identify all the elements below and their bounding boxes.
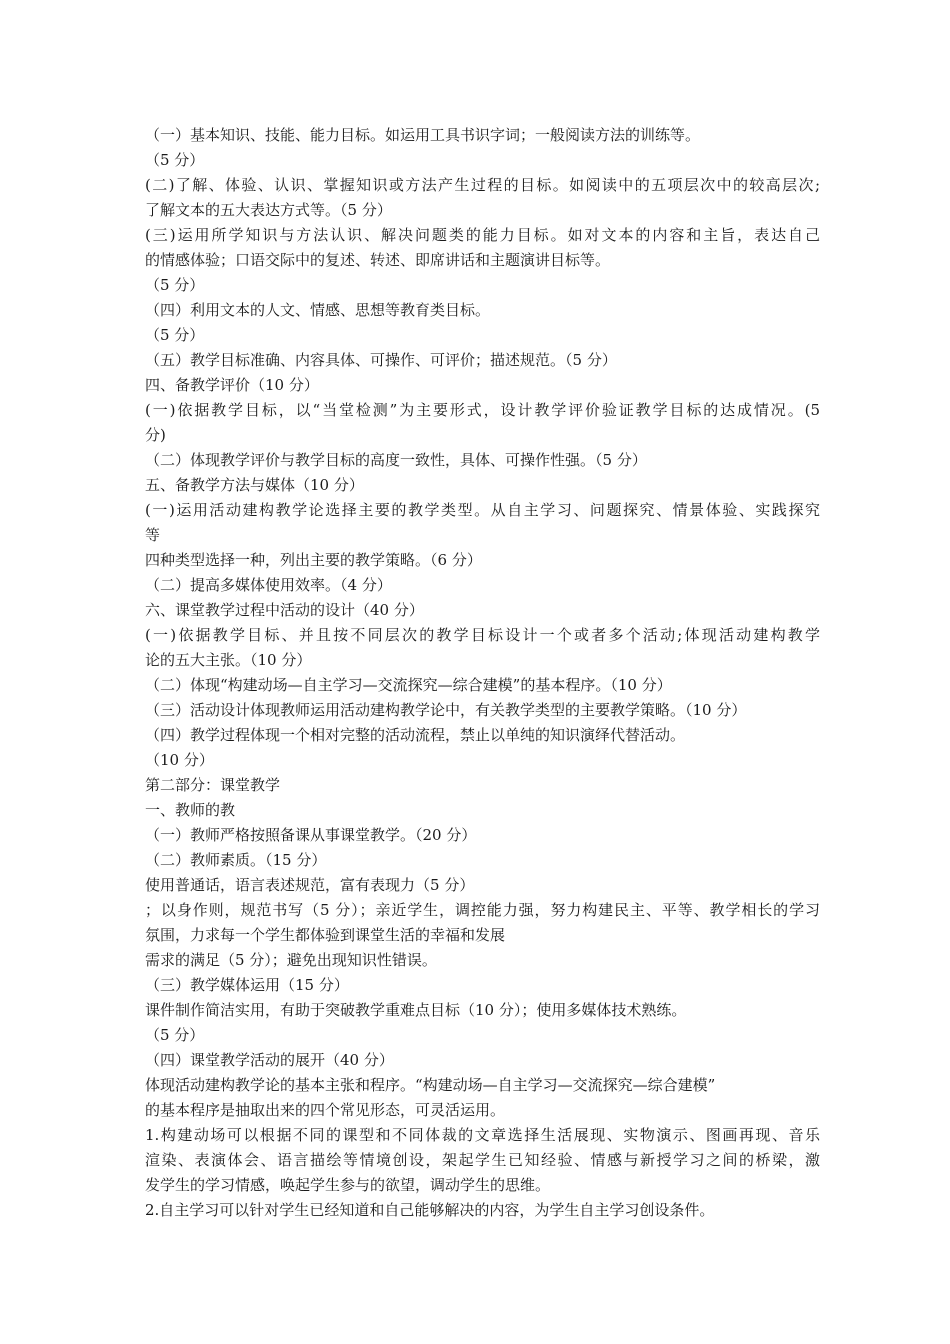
text-line: 四种类型选择一种，列出主要的教学策略。（6 分） [145, 551, 482, 569]
text-line: （四）教学过程体现一个相对完整的活动流程，禁止以单纯的知识演绎代替活动。 [145, 726, 686, 744]
text-line: 分) [145, 426, 166, 444]
text-line: (三)运用所学知识与方法认识、解决问题类的能力目标。如对文本的内容和主旨，表达自己 [145, 226, 820, 244]
text-line: （二）体现“构建动场—自主学习—交流探究—综合建模”的基本程序。（10 分） [145, 676, 672, 694]
text-line: （10 分） [145, 751, 214, 769]
text-line: （三）教学媒体运用（15 分） [145, 976, 349, 994]
text-line: 渲染、表演体会、语言描绘等情境创设，架起学生已知经验、情感与新授学习之间的桥梁，激 [145, 1151, 820, 1169]
text-line: 使用普通话，语言表述规范，富有表现力（5 分） [145, 876, 475, 894]
text-line: （三）活动设计体现教师运用活动建构教学论中，有关教学类型的主要教学策略。（10 分） [145, 701, 747, 719]
text-line: 氛围，力求每一个学生都体验到课堂生活的幸福和发展 [145, 926, 506, 944]
text-line: （四）利用文本的人文、情感、思想等教育类目标。 [145, 301, 491, 319]
text-line: 需求的满足（5 分）；避免出现知识性错误。 [145, 951, 437, 969]
text-line: 课件制作简洁实用，有助于突破教学重难点目标（10 分）；使用多媒体技术熟练。 [145, 1001, 687, 1019]
section-heading: 四、备教学评价（10 分） [145, 376, 319, 394]
text-line: （二）教师素质。（15 分） [145, 851, 327, 869]
text-line: （5 分） [145, 151, 205, 169]
text-line: （5 分） [145, 276, 205, 294]
text-line: 等 [145, 526, 161, 544]
text-line: 论的五大主张。（10 分） [145, 651, 312, 669]
text-line: 的基本程序是抽取出来的四个常见形态，可灵活运用。 [145, 1101, 506, 1119]
text-line: （五）教学目标准确、内容具体、可操作、可评价；描述规范。（5 分） [145, 351, 617, 369]
text-line: (一)依据教学目标、并且按不同层次的教学目标设计一个或者多个活动;体现活动建构教学 [145, 626, 820, 644]
text-line: 1.构建动场可以根据不同的课型和不同体裁的文章选择生活展现、实物演示、图画再现、音乐 [145, 1126, 820, 1144]
text-line: 发学生的学习情感，唤起学生参与的欲望，调动学生的思维。 [145, 1176, 551, 1194]
text-line: 了解文本的五大表达方式等。（5 分） [145, 201, 392, 219]
section-heading: 六、课堂教学过程中活动的设计（40 分） [145, 601, 424, 619]
text-line: (一)依据教学目标，以“当堂检测”为主要形式，设计教学评价验证教学目标的达成情况。(5 [145, 401, 820, 419]
text-line: (一)运用活动建构教学论选择主要的教学类型。从自主学习、问题探究、情景体验、实践探究 [145, 501, 820, 519]
text-line: （5 分） [145, 1026, 205, 1044]
text-line: （二）体现教学评价与教学目标的高度一致性，具体、可操作性强。（5 分） [145, 451, 647, 469]
text-line: （二）提高多媒体使用效率。（4 分） [145, 576, 392, 594]
text-line: ；以身作则，规范书写（5 分）；亲近学生，调控能力强，努力构建民主、平等、教学相长的学习 [145, 901, 820, 919]
text-line: （一）基本知识、技能、能力目标。如运用工具书识字词；一般阅读方法的训练等。 [145, 126, 701, 144]
text-line: 的情感体验；口语交际中的复述、转述、即席讲话和主题演讲目标等。 [145, 251, 611, 269]
section-heading: 五、备教学方法与媒体（10 分） [145, 476, 364, 494]
text-line: (二)了解、体验、认识、掌握知识或方法产生过程的目标。如阅读中的五项层次中的较高层次; [145, 176, 820, 194]
text-line: （一）教师严格按照备课从事课堂教学。（20 分） [145, 826, 477, 844]
section-heading: 一、教师的教 [145, 801, 236, 819]
text-line: （四）课堂教学活动的展开（40 分） [145, 1051, 394, 1069]
text-line: 体现活动建构教学论的基本主张和程序。“构建动场—自主学习—交流探究—综合建模” [145, 1076, 716, 1094]
part-heading: 第二部分：课堂教学 [145, 776, 281, 794]
text-line: （5 分） [145, 326, 205, 344]
document-body [145, 123, 820, 1223]
text-line: 2.自主学习可以针对学生已经知道和自己能够解决的内容，为学生自主学习创设条件。 [145, 1201, 715, 1219]
